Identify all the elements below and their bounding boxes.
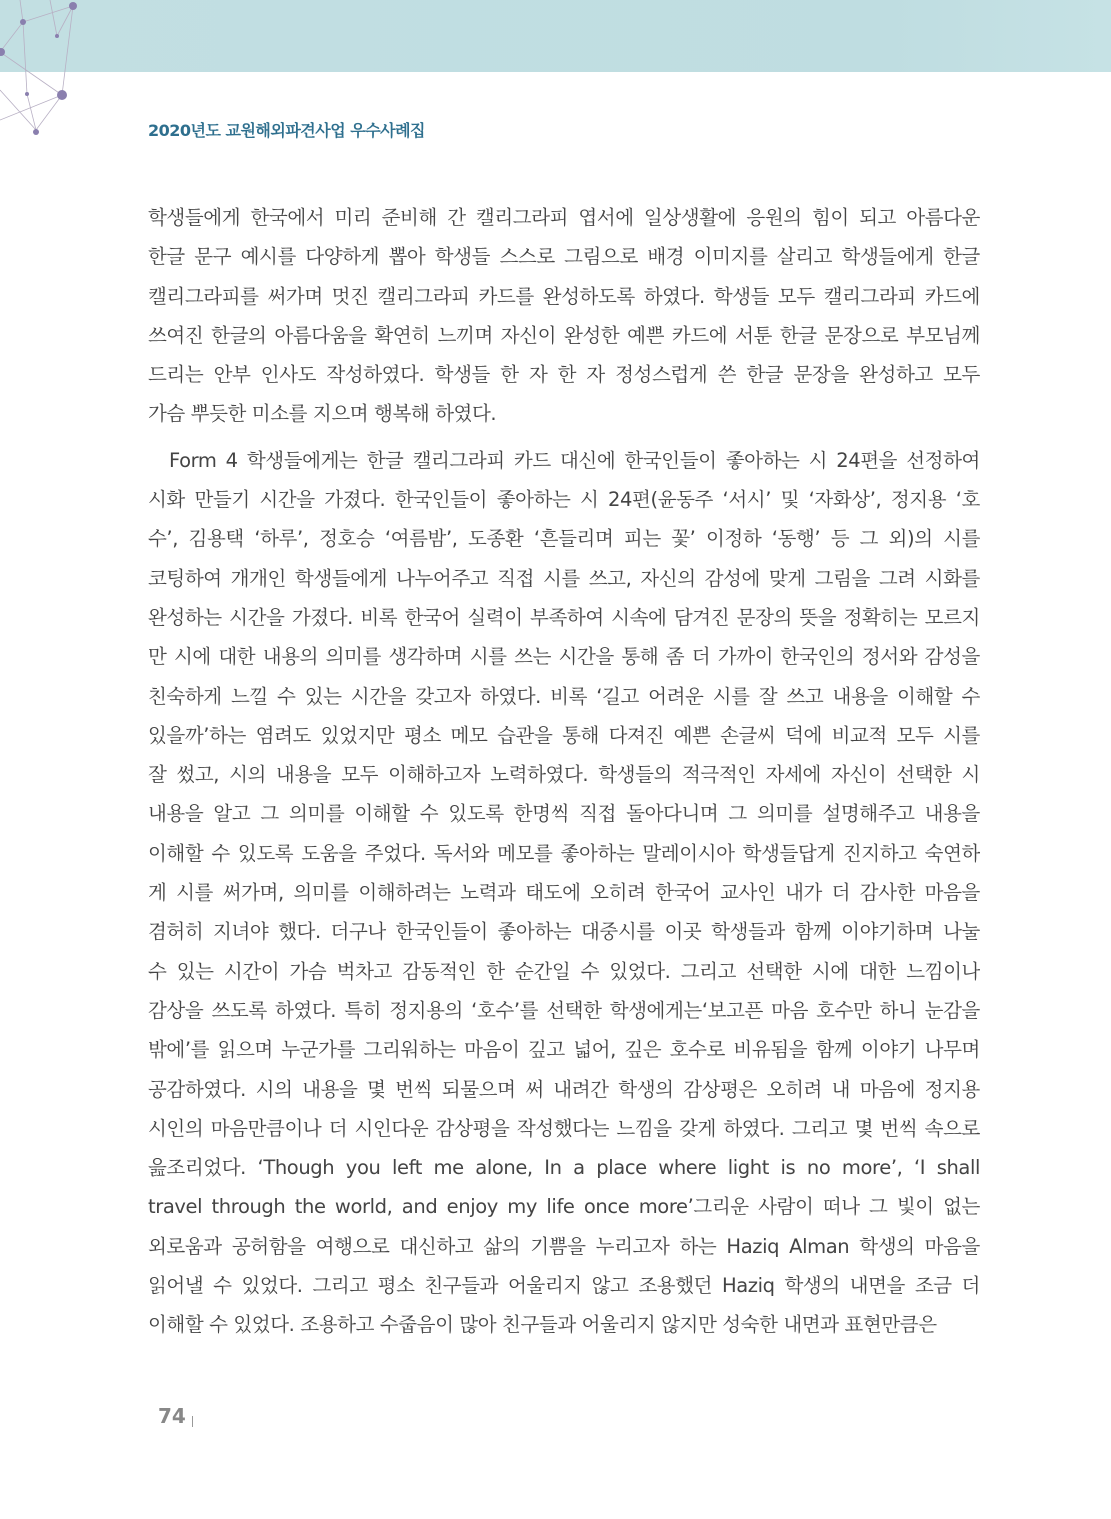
text-line: 코팅하여 개개인 학생들에게 나누어주고 직접 시를 쓰고, 자신의 감성에 맞게 그림을 그려 시화를 [148,566,980,590]
text-line: 수’, 김용택 ‘하루’, 정호승 ‘여름밤’, 도종환 ‘흔들리며 피는 꽃’ 이정하 ‘동행’ 등 그 외)의 시를 [148,527,980,551]
text-line: 밖에’를 읽으며 누군가를 그리워하는 마음이 깊고 넓어, 깊은 호수로 비유됨을 함께 이야기 나무며 [148,1038,980,1062]
body-text [148,203,980,1350]
text-line: 공감하였다. 시의 내용을 몇 번씩 되물으며 써 내려간 학생의 감상평은 오히려 내 마음에 정지용 [148,1077,980,1101]
text-line: 쓰여진 한글의 아름다움을 확연히 느끼며 자신이 완성한 예쁜 카드에 서툰 한글 문장으로 부모님께 [148,323,980,347]
text-line: 시화 만들기 시간을 가졌다. 한국인들이 좋아하는 시 24편(윤동주 ‘서시’ 및 ‘자화상’, 정지용 ‘호 [148,488,980,512]
text-line: 한글 문구 예시를 다양하게 뽑아 학생들 스스로 그림으로 배경 이미지를 살리고 학생들에게 한글 [148,245,980,269]
page-number: 74 [158,1404,186,1428]
text-line: 읊조리었다. ‘Though you left me alone, In a place where light is no more’, ‘I shall [148,1156,980,1180]
text-line: 읽어낼 수 있었다. 그리고 평소 친구들과 어울리지 않고 조용했던 Haziq 학생의 내면을 조금 더 [148,1274,980,1298]
text-line: travel through the world, and enjoy my life once more’그리운 사람이 떠나 그 빛이 없는 [148,1195,980,1219]
text-line: Form 4 학생들에게는 한글 캘리그라피 카드 대신에 한국인들이 좋아하는 시 24편을 선정하여 [169,448,980,472]
page-number-divider [192,1416,193,1427]
text-line: 게 시를 써가며, 의미를 이해하려는 노력과 태도에 오히려 한국어 교사인 내가 더 감사한 마음을 [148,881,980,905]
text-line: 이해할 수 있도록 도움을 주었다. 독서와 메모를 좋아하는 말레이시아 학생들답게 진지하고 숙연하 [148,841,980,865]
paragraph [148,203,980,439]
text-line: 외로움과 공허함을 여행으로 대신하고 삶의 기쁨을 누리고자 하는 Haziq Alman 학생의 마음을 [148,1234,980,1258]
text-line: 완성하는 시간을 가졌다. 비록 한국어 실력이 부족하여 시속에 담겨진 문장의 뜻을 정확히는 모르지 [148,605,980,629]
text-line: 감상을 쓰도록 하였다. 특히 정지용의 ‘호수’를 선택한 학생에게는‘보고픈 마음 호수만 하니 눈감을 [148,998,980,1022]
text-line: 가슴 뿌듯한 미소를 지으며 행복해 하였다. [148,402,497,426]
text-line: 친숙하게 느낄 수 있는 시간을 갖고자 하였다. 비록 ‘길고 어려운 시를 잘 쓰고 내용을 이해할 수 [148,684,980,708]
text-line: 이해할 수 있었다. 조용하고 수줍음이 많아 친구들과 어울리지 않지만 성숙한 내면과 표현만큼은 [148,1313,937,1337]
text-line: 수 있는 시간이 가슴 벅차고 감동적인 한 순간일 수 있었다. 그리고 선택한 시에 대한 느낌이나 [148,959,980,983]
text-line: 있을까’하는 염려도 있었지만 평소 메모 습관을 통해 다져진 예쁜 손글씨 덕에 비교적 모두 시를 [148,723,980,747]
text-line: 드리는 안부 인사도 작성하였다. 학생들 한 자 한 자 정성스럽게 쓴 한글 문장을 완성하고 모두 [148,363,980,387]
text-line: 학생들에게 한국에서 미리 준비해 간 캘리그라피 엽서에 일상생활에 응원의 힘이 되고 아름다운 [148,206,980,229]
running-title: 2020년도 교원해외파견사업 우수사례집 [148,121,426,140]
paragraph [148,446,980,1350]
text-line: 시인의 마음만큼이나 더 시인다운 감상평을 작성했다는 느낌을 갖게 하였다. 그리고 몇 번씩 속으로 [148,1116,980,1140]
text-line: 내용을 알고 그 의미를 이해할 수 있도록 한명씩 직접 돌아다니며 그 의미를 설명해주고 내용을 [148,802,980,826]
text-line: 캘리그라피를 써가며 멋진 캘리그라피 카드를 완성하도록 하였다. 학생들 모두 캘리그라피 카드에 [148,284,980,308]
text-line: 만 시에 대한 내용의 의미를 생각하며 시를 쓰는 시간을 통해 좀 더 가까이 한국인의 정서와 감성을 [148,645,980,669]
text-line: 잘 썼고, 시의 내용을 모두 이해하고자 노력하였다. 학생들의 적극적인 자세에 자신이 선택한 시 [148,763,980,787]
text-line: 겸허히 지녀야 했다. 더구나 한국인들이 좋아하는 대중시를 이곳 학생들과 함께 이야기하며 나눌 [148,920,980,944]
